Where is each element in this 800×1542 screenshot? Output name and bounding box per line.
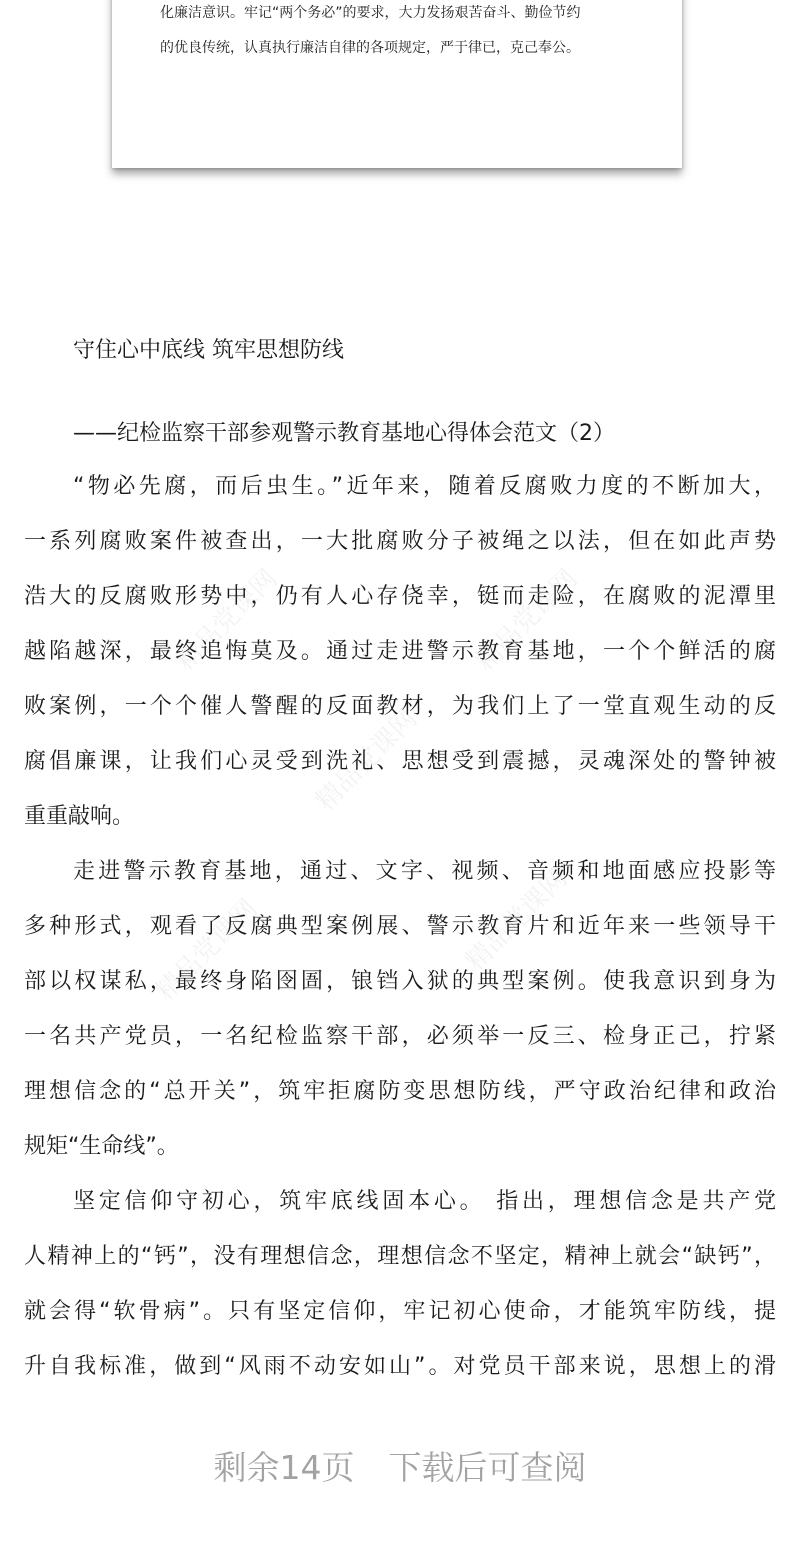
paragraph-line: 重重敲响。 (24, 804, 135, 829)
watermark: 精品党课网 (470, 563, 584, 677)
paragraph-line: 走进警示教育基地，通过、文字、视频、音频和地面感应投影等 (73, 859, 776, 884)
download-prompt[interactable] (0, 1442, 800, 1489)
paragraph-line: 人精神上的“钙”，没有理想信念，理想信念不坚定，精神上就会“缺钙”， (24, 1244, 776, 1269)
watermark: 精品党课网 (310, 703, 424, 817)
paragraph-line: 浩大的反腐败形势中，仍有人心存侥幸，铤而走险，在腐败的泥潭里 (24, 584, 776, 609)
paragraph-line: 一名共产党员，一名纪检监察干部，必须举一反三、检身正己，拧紧 (24, 1024, 776, 1049)
article-subtitle: ——纪检监察干部参观警示教育基地心得体会范文（2） (73, 421, 615, 446)
paragraph-line: 理想信念的“总开关”，筑牢拒腐防变思想防线，严守政治纪律和政治 (24, 1079, 776, 1104)
prev-page-line: 的优良传统，认真执行廉洁自律的各项规定，严于律已，克己奉公。 (160, 40, 580, 56)
paragraph-line: 坚定信仰守初心，筑牢底线固本心。 指出，理想信念是共产党 (73, 1189, 776, 1214)
paragraph-line: “物必先腐，而后虫生。”近年来，随着反腐败力度的不断加大， (73, 474, 776, 499)
previous-page-card (112, 0, 682, 168)
paragraph-line: 败案例，一个个催人警醒的反面教材，为我们上了一堂直观生动的反 (24, 694, 776, 719)
paragraph-line: 规矩“生命线”。 (24, 1134, 179, 1159)
paragraph-line: 一系列腐败案件被查出，一大批腐败分子被绳之以法，但在如此声势 (24, 529, 776, 554)
watermark: 精品党课网 (460, 863, 574, 977)
remaining-pages-label: 剩余14页 (213, 1448, 355, 1487)
prev-page-line: 化廉洁意识。牢记“两个务必”的要求，大力发扬艰苦奋斗、勤俭节约 (160, 5, 581, 21)
watermark: 精品党课网 (170, 563, 284, 677)
paragraph-line: 升自我标准，做到“风雨不动安如山”。对党员干部来说，思想上的滑 (24, 1354, 776, 1379)
paragraph-line: 部以权谋私，最终身陷囹圄，锒铛入狱的典型案例。使我意识到身为 (24, 969, 776, 994)
paragraph-line: 就会得“软骨病”。只有坚定信仰，牢记初心使命，才能筑牢防线，提 (24, 1299, 776, 1324)
watermark: 精品党课网 (150, 893, 264, 1007)
paragraph-line: 多种形式，观看了反腐典型案例展、警示教育片和近年来一些领导干 (24, 914, 776, 939)
article-title: 守住心中底线 筑牢思想防线 (73, 338, 344, 363)
paragraph-line: 越陷越深，最终追悔莫及。通过走进警示教育基地，一个个鲜活的腐 (24, 639, 776, 664)
download-to-view-label: 下载后可查阅 (388, 1448, 587, 1487)
paragraph-line: 腐倡廉课，让我们心灵受到洗礼、思想受到震撼，灵魂深处的警钟被 (24, 749, 776, 774)
